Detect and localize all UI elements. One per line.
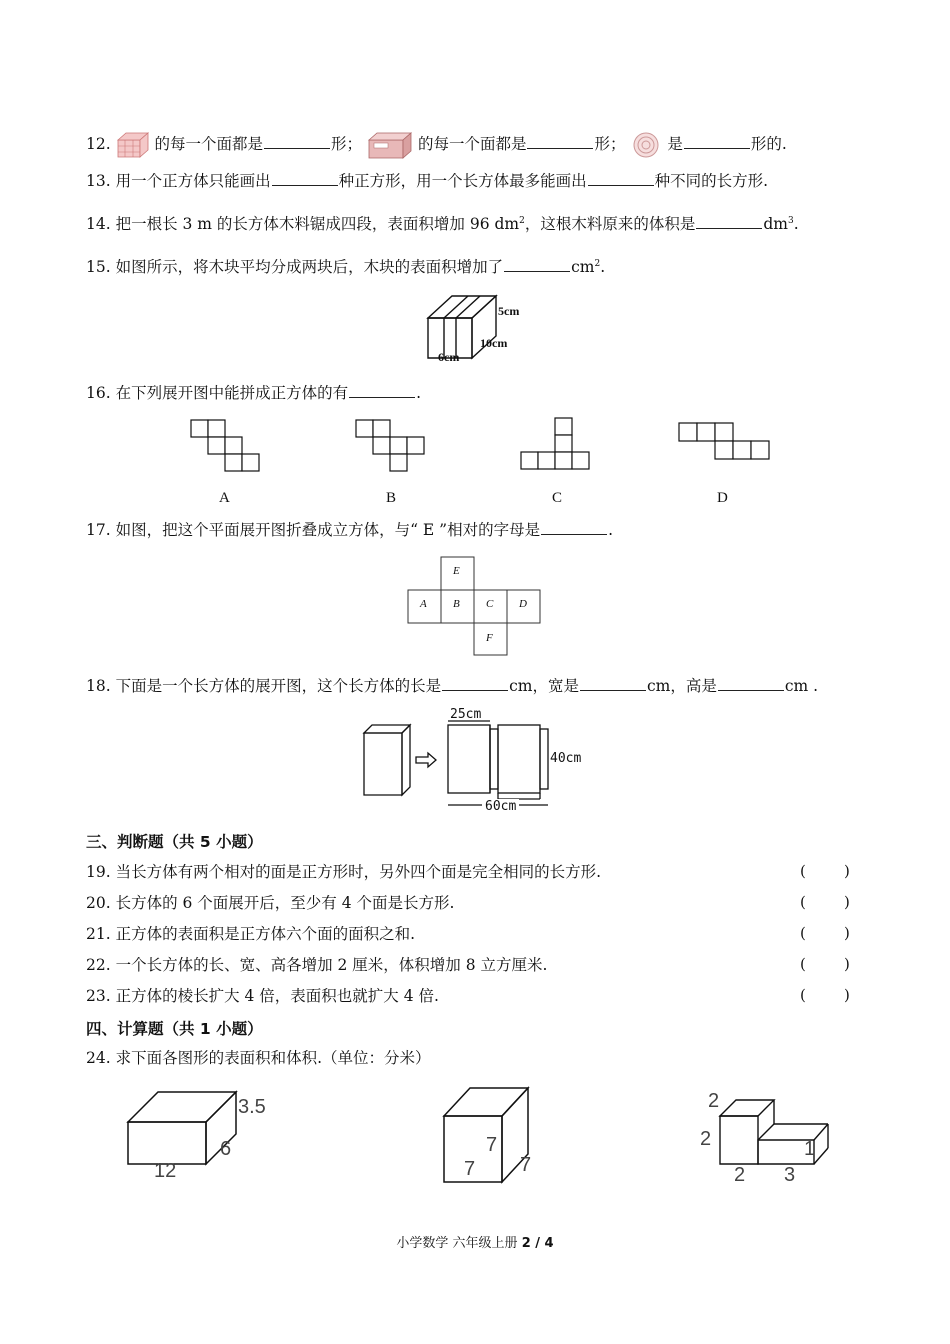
box-width-label: 6 bbox=[220, 1138, 232, 1160]
combined-solid-figure bbox=[694, 1088, 834, 1192]
combo-top-label: 2 bbox=[708, 1090, 720, 1112]
answer-blank[interactable] bbox=[696, 214, 762, 229]
cube-edge-label-1: 7 bbox=[486, 1134, 498, 1156]
ball-icon bbox=[630, 131, 662, 159]
box-height-label: 3.5 bbox=[238, 1096, 266, 1118]
page-number: 2 / 4 bbox=[521, 1236, 554, 1251]
question-16: 16. 在下列展开图中能拼成正方体的有 . bbox=[86, 384, 422, 402]
answer-blank[interactable] bbox=[504, 257, 570, 272]
answer-paren-21[interactable]: ( ) bbox=[800, 924, 850, 942]
net-option-d[interactable] bbox=[678, 422, 774, 466]
answer-blank[interactable] bbox=[349, 383, 415, 398]
section-3-heading: 三、判断题（共 5 小题） bbox=[86, 833, 263, 851]
net-option-a[interactable] bbox=[190, 419, 262, 477]
option-d-label: D bbox=[717, 490, 728, 506]
face-e: E bbox=[453, 565, 460, 577]
answer-blank[interactable] bbox=[588, 171, 654, 186]
cuboid-figure bbox=[124, 1086, 284, 1186]
wood-block-figure bbox=[424, 292, 534, 364]
question-14: 14. 把一根长 3 m 的长方体木料锯成四段，表面积增加 96 $dm^2$，这根木料原来的体积是 $dm^3$. bbox=[86, 215, 799, 234]
face-f: F bbox=[486, 632, 493, 644]
answer-paren-23[interactable]: ( ) bbox=[800, 986, 850, 1004]
question-18: 18. 下面是一个长方体的展开图，这个长方体的长是 cm，宽是 cm，高是 cm . bbox=[86, 677, 819, 695]
face-b: B bbox=[453, 598, 460, 610]
answer-blank[interactable] bbox=[527, 134, 593, 149]
answer-paren-19[interactable]: ( ) bbox=[800, 862, 850, 880]
height-label: 5cm bbox=[498, 304, 520, 318]
face-c: C bbox=[486, 598, 494, 610]
face-d: D bbox=[519, 598, 527, 610]
face-a: A bbox=[420, 598, 427, 610]
option-a-label: A bbox=[219, 490, 230, 506]
answer-blank[interactable] bbox=[442, 676, 508, 691]
page-footer bbox=[0, 1232, 950, 1251]
cube-net-figure bbox=[407, 556, 543, 656]
question-21: 21. 正方体的表面积是正方体六个面的面积之和. bbox=[86, 925, 416, 943]
question-20: 20. 长方体的 6 个面展开后，至少有 4 个面是长方形. bbox=[86, 894, 455, 912]
answer-blank[interactable] bbox=[264, 134, 330, 149]
question-24: 24. 求下面各图形的表面积和体积.（单位：分米） bbox=[86, 1049, 431, 1067]
option-c-label: C bbox=[552, 490, 563, 506]
answer-paren-20[interactable]: ( ) bbox=[800, 893, 850, 911]
answer-blank[interactable] bbox=[272, 171, 338, 186]
top-dimension-label: 25cm bbox=[450, 707, 482, 722]
combo-bottom-label-1: 2 bbox=[734, 1164, 746, 1186]
question-22: 22. 一个长方体的长、宽、高各增加 2 厘米，体积增加 8 立方厘米. bbox=[86, 956, 548, 974]
question-17: 17. 如图，把这个平面展开图折叠成立方体，与“ E ”相对的字母是 . bbox=[86, 521, 614, 539]
cube-grid-icon bbox=[116, 132, 150, 158]
cube-edge-label-3: 7 bbox=[520, 1154, 532, 1176]
box-length-label: 12 bbox=[154, 1160, 177, 1182]
combo-bottom-label-2: 3 bbox=[784, 1164, 796, 1186]
cube-figure bbox=[440, 1084, 540, 1188]
length-label: 10cm bbox=[480, 336, 508, 350]
answer-blank[interactable] bbox=[580, 676, 646, 691]
answer-blank[interactable] bbox=[684, 134, 750, 149]
question-19: 19. 当长方体有两个相对的面是正方形时，另外四个面是完全相同的长方形. bbox=[86, 863, 602, 881]
answer-blank[interactable] bbox=[718, 676, 784, 691]
bottom-dimension-label: 60cm bbox=[482, 799, 519, 814]
net-option-b[interactable] bbox=[355, 419, 427, 477]
answer-paren-22[interactable]: ( ) bbox=[800, 955, 850, 973]
combo-right-label: 1 bbox=[804, 1138, 816, 1160]
option-b-label: B bbox=[386, 490, 397, 506]
box-icon bbox=[367, 131, 413, 159]
width-label: 6cm bbox=[438, 350, 460, 364]
question-12: 12. 的每一个面都是 形； 的每一个面都是 形； 是 形的. bbox=[86, 131, 787, 159]
answer-blank[interactable] bbox=[541, 520, 607, 535]
combo-left-label: 2 bbox=[700, 1128, 712, 1150]
question-23: 23. 正方体的棱长扩大 4 倍，表面积也就扩大 4 倍. bbox=[86, 987, 439, 1005]
side-dimension-label: 40cm bbox=[550, 751, 582, 766]
footer-text: 小学数学 六年级上册 bbox=[396, 1236, 522, 1251]
question-13: 13. 用一个正方体只能画出 种正方形，用一个长方体最多能画出 种不同的长方形. bbox=[86, 172, 769, 190]
cuboid-net-figure bbox=[360, 707, 600, 819]
net-option-c[interactable] bbox=[520, 417, 592, 475]
question-15: 15. 如图所示，将木块平均分成两块后，木块的表面积增加了 $cm^2$. bbox=[86, 258, 606, 277]
cube-edge-label-2: 7 bbox=[464, 1158, 476, 1180]
section-4-heading: 四、计算题（共 1 小题） bbox=[86, 1020, 263, 1038]
